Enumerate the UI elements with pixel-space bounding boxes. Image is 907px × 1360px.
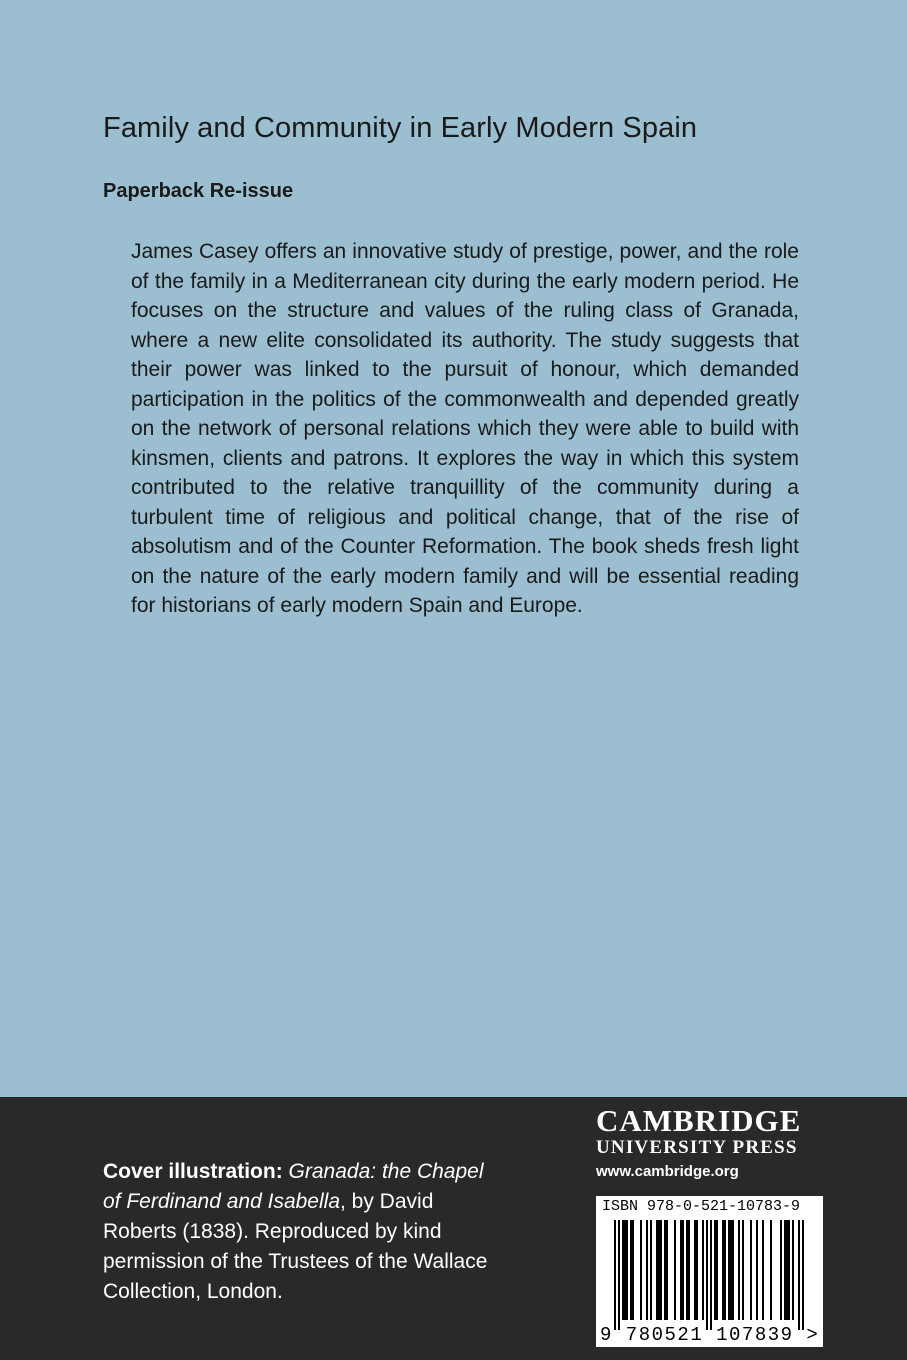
barcode-bar	[666, 1220, 668, 1320]
publisher-subtitle: UNIVERSITY PRESS	[596, 1137, 798, 1158]
barcode-bar	[756, 1220, 758, 1320]
barcode-bar	[706, 1220, 708, 1330]
barcode-bar	[680, 1220, 682, 1320]
book-title: Family and Community in Early Modern Spain	[103, 112, 698, 144]
barcode-bar	[770, 1220, 772, 1320]
barcode-bar	[618, 1220, 620, 1330]
barcode-bar	[694, 1220, 696, 1320]
barcode-bar	[738, 1220, 740, 1320]
barcode-bar	[630, 1220, 632, 1320]
publisher-url: www.cambridge.org	[596, 1163, 739, 1180]
barcode-bar	[792, 1220, 794, 1320]
credit-label: Cover illustration:	[103, 1160, 283, 1183]
barcode-bar	[696, 1220, 698, 1320]
barcode-bar	[650, 1220, 652, 1320]
barcode-bar	[686, 1220, 688, 1320]
book-description: James Casey offers an innovative study of prestige, power, and the role of the family in a Mediterranean city during the early modern period. He focuses on the structure and values of the ruling class of Granada, where a new elite consolidated its authority. The study suggests that their power was linked to the pursuit of honour, which demanded participation in the politics of the commonwealth and depended greatly on the network of personal relations which they were able to build with kinsmen, clients and patrons. It explores the way in which this system contributed to the relative tranquillity of the community during a turbulent time of religious and political change, that of the rise of absolutism and of the Counter Reformation. The book sheds fresh light on the nature of the early modern family and will be essential reading for historians of early modern Spain and Europe.	[131, 240, 799, 617]
cover-illustration-credit	[103, 1157, 493, 1307]
barcode-bar	[674, 1220, 676, 1320]
barcode-bar	[640, 1220, 642, 1320]
barcode-bar	[780, 1220, 782, 1320]
barcode-bar	[660, 1220, 662, 1320]
barcode-bar	[624, 1220, 626, 1320]
publisher-block	[596, 1105, 826, 1180]
barcode-bar	[788, 1220, 790, 1320]
barcode-bar	[682, 1220, 684, 1320]
barcode-bar	[614, 1220, 616, 1330]
isbn-label: ISBN 978-0-521-10783-9	[602, 1198, 801, 1215]
barcode-bar	[724, 1220, 726, 1320]
barcode-bar	[798, 1220, 800, 1330]
barcode-bar	[784, 1220, 786, 1320]
barcode-bar	[728, 1220, 730, 1320]
barcode-bar	[646, 1220, 648, 1320]
isbn-barcode	[596, 1196, 823, 1347]
barcode-bar	[688, 1220, 690, 1320]
barcode-bar	[722, 1220, 724, 1320]
cover-lower-panel	[0, 1097, 907, 1360]
barcode-bar	[714, 1220, 716, 1320]
edition-label: Paperback Re-issue	[103, 180, 294, 202]
barcode-bar	[626, 1220, 628, 1320]
barcode-digits: 9 780521 107839 >	[600, 1324, 820, 1346]
barcode-bar	[802, 1220, 804, 1330]
publisher-name: CAMBRIDGE	[596, 1103, 802, 1138]
barcode-bar	[786, 1220, 788, 1320]
barcode-bar	[750, 1220, 752, 1320]
barcode-bar	[622, 1220, 624, 1320]
barcode-bar	[742, 1220, 744, 1320]
credit-text: , by David Roberts (1838). Reproduced by kind permission of the Trustees of the Wallace Collection, London.	[103, 1190, 488, 1303]
barcode-bar	[710, 1220, 712, 1330]
barcode-bar	[702, 1220, 704, 1320]
barcode-bar	[632, 1220, 634, 1320]
artwork-title: Granada: the Chapel of Ferdinand and Isabella	[103, 1160, 484, 1213]
barcode-bar	[658, 1220, 660, 1320]
barcode-bar	[664, 1220, 666, 1320]
barcode-bar	[716, 1220, 718, 1320]
barcode-bar	[730, 1220, 732, 1320]
barcode-bar	[762, 1220, 764, 1320]
barcode-bar	[656, 1220, 658, 1320]
barcode-bar	[732, 1220, 734, 1320]
